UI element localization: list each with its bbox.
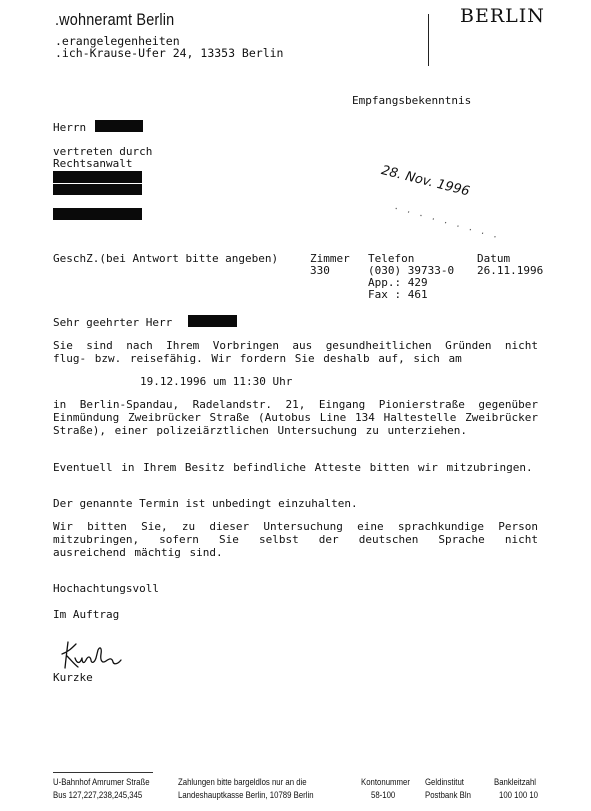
footer-blz-label: Bankleitzahl <box>494 777 537 788</box>
footer-payment-2: Landeshauptkasse Berlin, 10789 Berlin <box>178 790 314 801</box>
redacted-address-line-2 <box>53 208 142 220</box>
signer-name: Kurzke <box>53 671 93 684</box>
phone-value: (030) 39733-0 <box>368 264 455 277</box>
footer-account-value: 58-100 <box>371 790 396 801</box>
appointment-datetime: 19.12.1996 um 11:30 Uhr <box>140 375 293 388</box>
redacted-lawyer-name <box>53 171 142 183</box>
header-divider <box>428 14 429 66</box>
receipt-label: Empfangsbekenntnis <box>352 94 472 107</box>
footer-account-label: Kontonummer <box>361 777 410 788</box>
paragraph-1: Sie sind nach Ihrem Vorbringen aus gesundheitlichen Gründen nicht flug- bzw. reisefähig. Wir fordern Sie deshalb auf, sich am <box>53 339 538 365</box>
authority-name: .wohneramt Berlin <box>55 10 175 29</box>
footer-bank-label: Geldinstitut <box>425 777 464 788</box>
redacted-name <box>95 120 143 132</box>
footer-bank-value: Postbank Bln <box>425 790 471 801</box>
stamp-dots: · · · · · · · · · <box>391 203 500 244</box>
redacted-address-line-1 <box>53 184 142 195</box>
represented-by-label: vertreten durch <box>53 145 153 158</box>
paragraph-4: Der genannte Termin ist unbedingt einzuhalten. <box>53 497 358 510</box>
paragraph-5: Wir bitten Sie, zu dieser Untersuchung eine sprachkundige Person mitzubringen, sofern Sie selbst der deutschen Sprache nicht ausreichend mächtig sind. <box>53 520 538 559</box>
recipient-salutation: Herrn <box>53 121 87 134</box>
im-auftrag: Im Auftrag <box>53 608 120 621</box>
signature-image <box>58 636 128 674</box>
date-label: Datum <box>477 252 511 265</box>
paragraph-2: in Berlin-Spandau, Radelandstr. 21, Eingang Pionierstraße gegenüber Einmündung Zweibrücker Straße (Autobus Line 134 Haltestelle Zweibrücker Straße), einer polizeiärztlichen Untersuchung zu unterziehen. <box>53 398 538 437</box>
room-value: 330 <box>310 264 330 277</box>
closing: Hochachtungsvoll <box>53 582 159 595</box>
lawyer-label: Rechtsanwalt <box>53 157 133 170</box>
authority-address: .ich-Krause-Ufer 24, 13353 Berlin <box>55 46 284 60</box>
reference-label: GeschZ.(bei Antwort bitte angeben) <box>53 252 279 265</box>
paragraph-3: Eventuell in Ihrem Besitz befindliche Atteste bitten wir mitzubringen. <box>53 461 533 474</box>
date-value: 26.11.1996 <box>477 264 544 277</box>
phone-label: Telefon <box>368 252 415 265</box>
footer-blz-value: 100 100 10 <box>499 790 538 801</box>
footer-transport-1: U-Bahnhof Amrumer Straße <box>53 777 150 788</box>
footer-rule <box>53 772 153 773</box>
fax-line: Fax : 461 <box>368 288 428 301</box>
berlin-brand: BERLIN <box>460 5 545 27</box>
redacted-greeting-name <box>188 315 237 327</box>
department-name: .erangelegenheiten <box>55 34 180 48</box>
extension-line: App.: 429 <box>368 276 428 289</box>
footer-transport-2: Bus 127,227,238,245,345 <box>53 790 143 801</box>
received-date-stamp: 28. Nov. 1996 <box>379 163 472 200</box>
greeting: Sehr geehrter Herr <box>53 316 173 329</box>
room-label: Zimmer <box>310 252 350 265</box>
footer-payment-1: Zahlungen bitte bargeldlos nur an die <box>178 777 307 788</box>
